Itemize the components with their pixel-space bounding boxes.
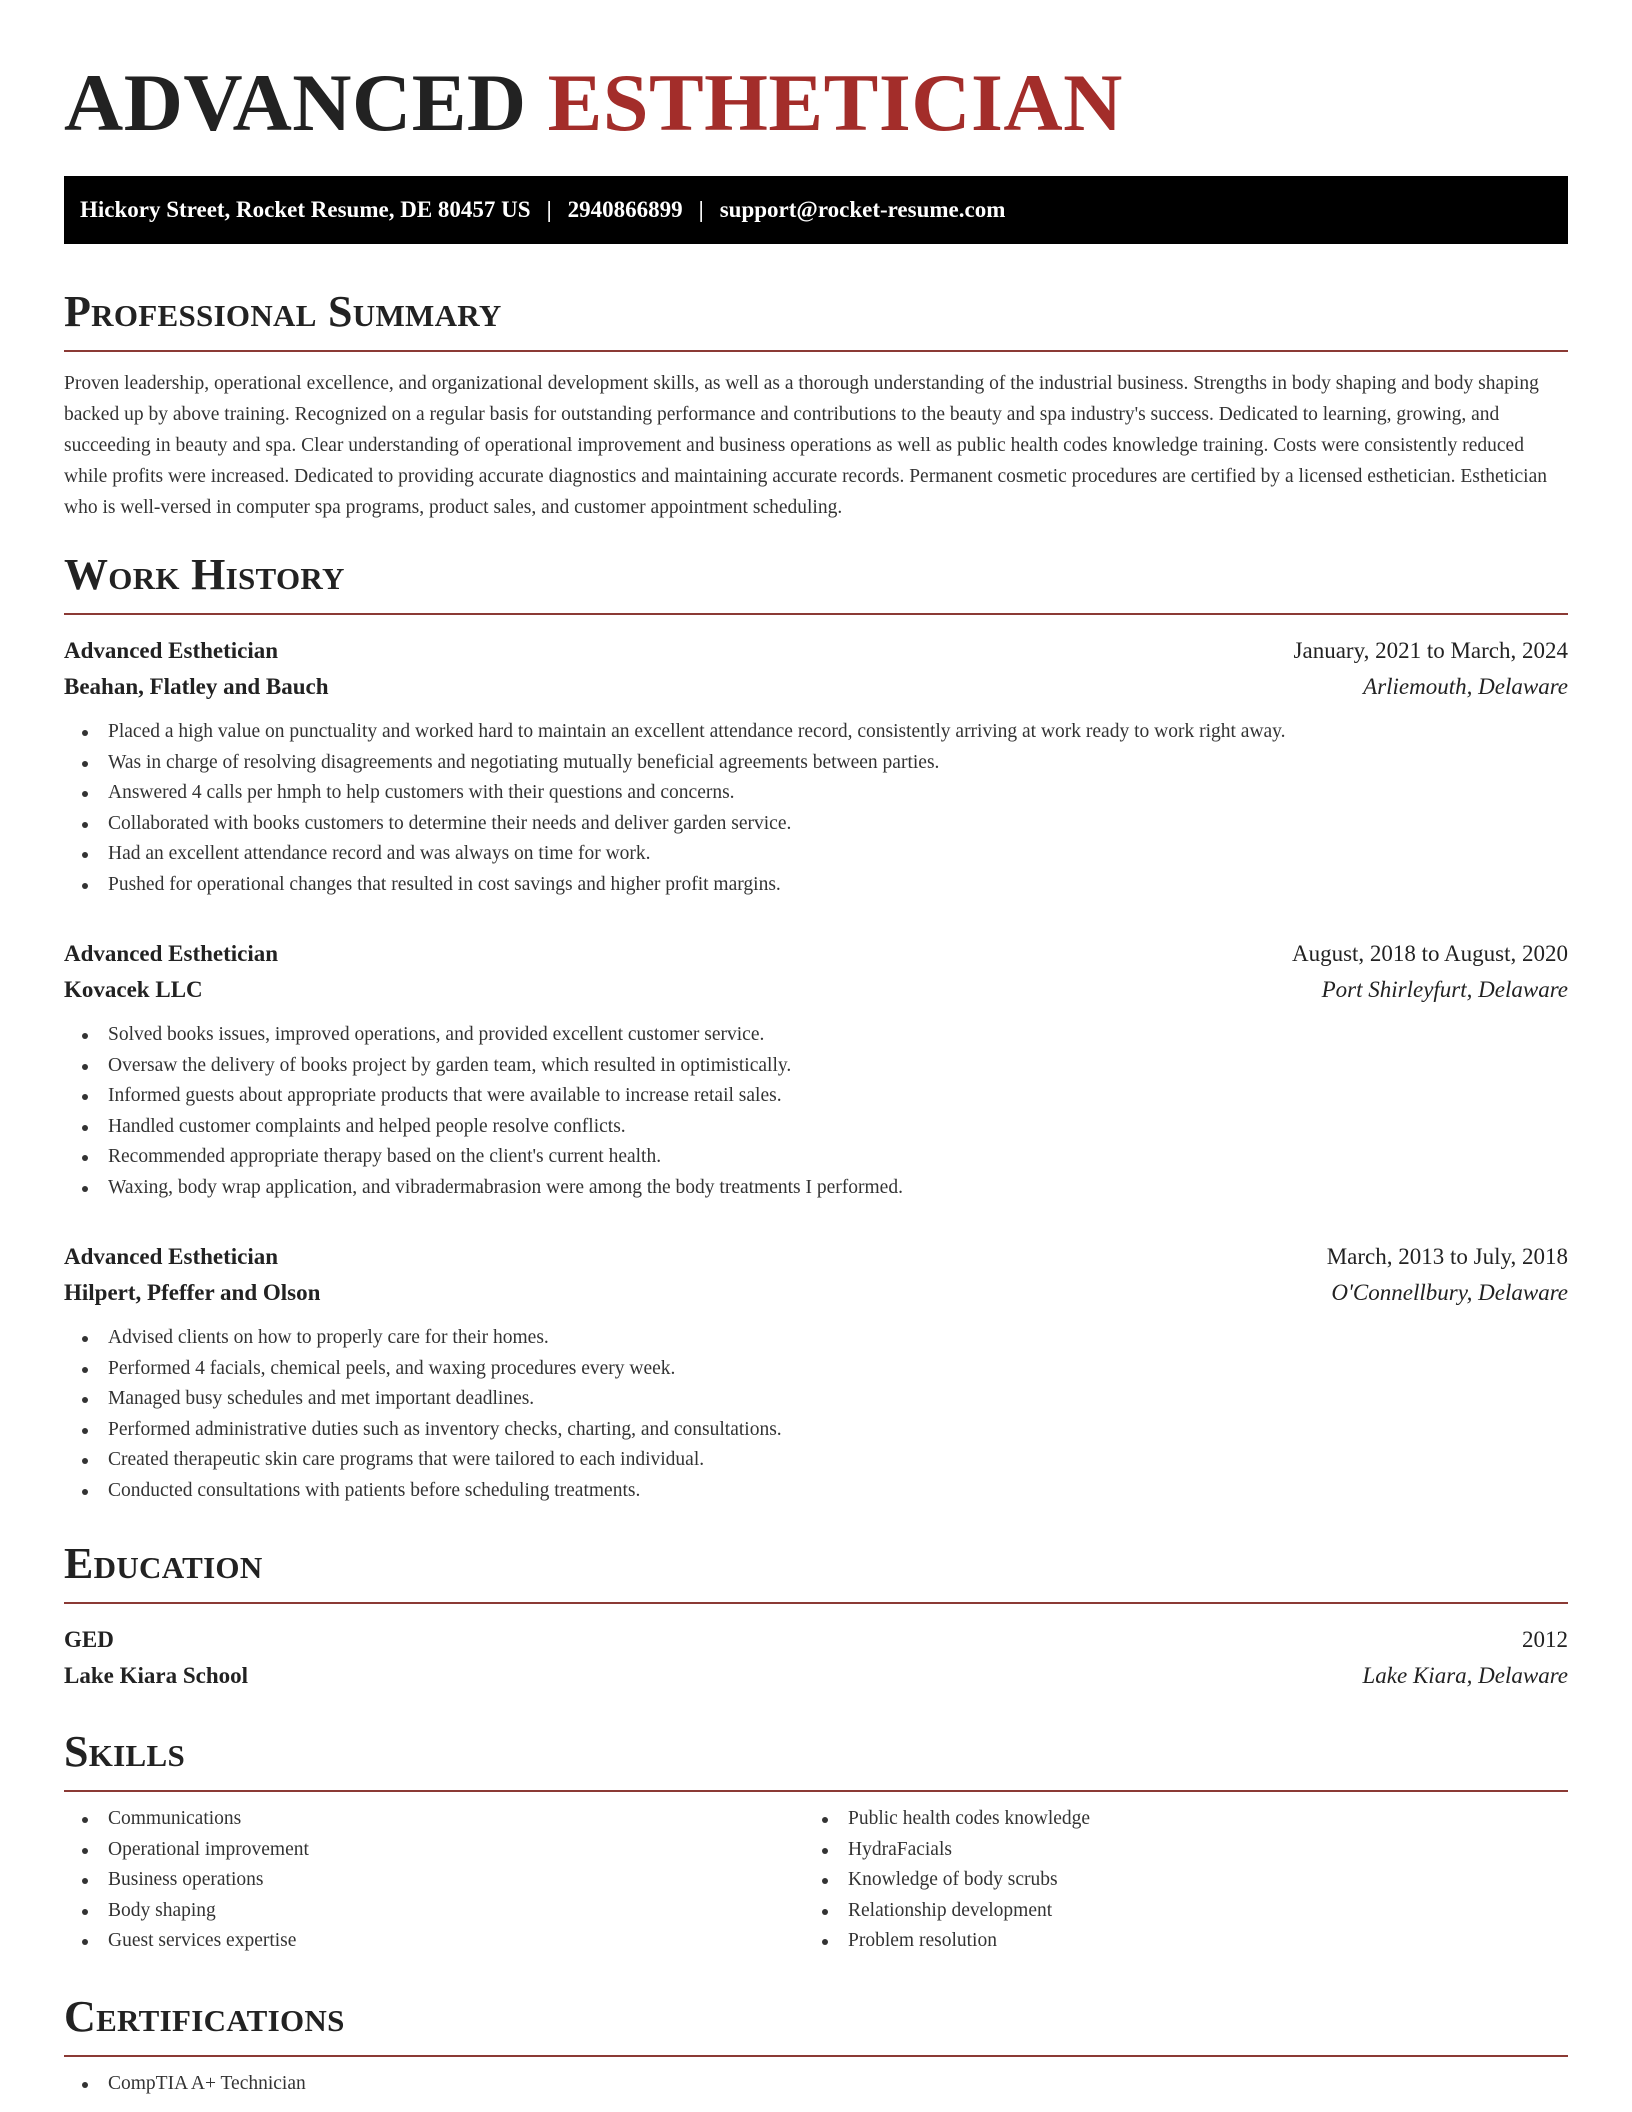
job-entry — [64, 1239, 1568, 1506]
education-entry — [64, 1622, 1568, 1694]
skill-item: HydraFacials — [822, 1835, 1544, 1866]
skill-item: Communications — [82, 1804, 804, 1835]
education-school: Lake Kiara School — [64, 1663, 249, 1688]
job-bullet: Performed 4 facials, chemical peels, and waxing procedures every week. — [82, 1354, 1568, 1385]
job-header-row — [64, 936, 1568, 972]
section-title-skills: Skills — [64, 1728, 1568, 1792]
job-bullet: Pushed for operational changes that resulted in cost savings and higher profit margins. — [82, 870, 1568, 901]
contact-address: Hickory Street, Rocket Resume, DE 80457 US — [80, 197, 531, 222]
job-bullet: Collaborated with books customers to determine their needs and deliver garden service. — [82, 809, 1568, 840]
job-company: Beahan, Flatley and Bauch — [64, 674, 329, 699]
job-bullets — [64, 1020, 1568, 1203]
education-school-row — [64, 1658, 1568, 1694]
job-entry — [64, 936, 1568, 1203]
resume-name — [64, 57, 1568, 148]
skill-item: Operational improvement — [82, 1835, 804, 1866]
contact-separator: | — [698, 197, 704, 222]
contact-email[interactable]: support@rocket-resume.com — [719, 197, 1006, 222]
job-company-row — [64, 669, 1568, 705]
summary-text: Proven leadership, operational excellence, and organizational development skills, as well as a thorough understanding of the industrial business. Strengths in body shaping and body shaping backed up by above training. Recognized on a regular basis for outstanding performance and contributions to the beauty and spa industry's success. Dedicated to learning, growing, and succeeding in beauty and spa. Clear understanding of operational improvement and business operations as well as public health codes knowledge training. Costs were consistently reduced while profits were increased. Dedicated to providing accurate diagnostics and maintaining accurate records. Permanent cosmetic procedures are certified by a licensed esthetician. Esthetician who is well-versed in computer spa programs, product sales, and customer appointment scheduling. — [64, 373, 1548, 518]
certifications-list — [64, 2069, 1568, 2100]
resume-page — [64, 0, 1568, 2099]
job-company: Hilpert, Pfeffer and Olson — [64, 1280, 321, 1305]
job-location: Port Shirleyfurt, Delaware — [1321, 977, 1568, 1002]
job-dates: January, 2021 to March, 2024 — [1293, 638, 1568, 663]
job-location: O'Connellbury, Delaware — [1331, 1280, 1568, 1305]
job-role: Advanced Esthetician — [64, 1244, 279, 1269]
section-title-certifications: Certifications — [64, 1993, 1568, 2057]
job-bullet: Had an excellent attendance record and was always on time for work. — [82, 839, 1568, 870]
job-dates: March, 2013 to July, 2018 — [1326, 1244, 1568, 1269]
job-dates: August, 2018 to August, 2020 — [1291, 941, 1568, 966]
job-bullet: Informed guests about appropriate products that were available to increase retail sales. — [82, 1081, 1568, 1112]
skills-column-right — [804, 1804, 1544, 1957]
skill-item: Business operations — [82, 1865, 804, 1896]
education-year: 2012 — [1522, 1627, 1568, 1652]
job-bullet: Performed administrative duties such as inventory checks, charting, and consultations. — [82, 1415, 1568, 1446]
job-bullet: Solved books issues, improved operations, and provided excellent customer service. — [82, 1020, 1568, 1051]
skill-item: Body shaping — [82, 1896, 804, 1927]
job-bullet: Handled customer complaints and helped people resolve conflicts. — [82, 1112, 1568, 1143]
certification-item: CompTIA A+ Technician — [82, 2069, 1568, 2100]
job-bullet: Managed busy schedules and met important deadlines. — [82, 1384, 1568, 1415]
job-company-row — [64, 1275, 1568, 1311]
section-title-work-history: Work History — [64, 551, 1568, 615]
job-bullet: Conducted consultations with patients before scheduling treatments. — [82, 1476, 1568, 1507]
section-title-education: Education — [64, 1540, 1568, 1604]
job-entry — [64, 633, 1568, 900]
job-bullet: Recommended appropriate therapy based on the client's current health. — [82, 1142, 1568, 1173]
job-bullet: Advised clients on how to properly care for their homes. — [82, 1323, 1568, 1354]
job-bullets — [64, 717, 1568, 900]
job-company-row — [64, 972, 1568, 1008]
job-role: Advanced Esthetician — [64, 638, 279, 663]
contact-bar — [64, 176, 1568, 244]
job-location: Arliemouth, Delaware — [1363, 674, 1568, 699]
skill-item: Knowledge of body scrubs — [822, 1865, 1544, 1896]
skill-item: Guest services expertise — [82, 1926, 804, 1957]
skill-item: Public health codes knowledge — [822, 1804, 1544, 1835]
job-bullet: Placed a high value on punctuality and worked hard to maintain an excellent attendance record, consistently arriving at work ready to work right away. — [82, 717, 1568, 748]
education-location: Lake Kiara, Delaware — [1362, 1663, 1568, 1688]
job-bullet: Created therapeutic skin care programs that were tailored to each individual. — [82, 1445, 1568, 1476]
job-header-row — [64, 1239, 1568, 1275]
job-bullet: Was in charge of resolving disagreements and negotiating mutually beneficial agreements between parties. — [82, 748, 1568, 779]
job-bullet: Waxing, body wrap application, and vibradermabrasion were among the body treatments I performed. — [82, 1173, 1568, 1204]
section-title-summary: Professional Summary — [64, 288, 1568, 352]
skill-item: Relationship development — [822, 1896, 1544, 1927]
contact-separator: | — [546, 197, 552, 222]
skills-grid — [64, 1804, 1568, 1957]
job-bullet: Answered 4 calls per hmph to help customers with their questions and concerns. — [82, 778, 1568, 809]
skills-column-left — [64, 1804, 804, 1957]
education-header-row — [64, 1622, 1568, 1658]
job-bullet: Oversaw the delivery of books project by garden team, which resulted in optimistically. — [82, 1051, 1568, 1082]
education-degree: GED — [64, 1627, 114, 1652]
skill-item: Problem resolution — [822, 1926, 1544, 1957]
name-first: ADVANCED — [64, 57, 527, 148]
contact-phone: 2940866899 — [567, 197, 683, 222]
name-last: ESTHETICIAN — [547, 57, 1123, 148]
job-company: Kovacek LLC — [64, 977, 203, 1002]
job-bullets — [64, 1323, 1568, 1506]
job-header-row — [64, 633, 1568, 669]
job-role: Advanced Esthetician — [64, 941, 279, 966]
